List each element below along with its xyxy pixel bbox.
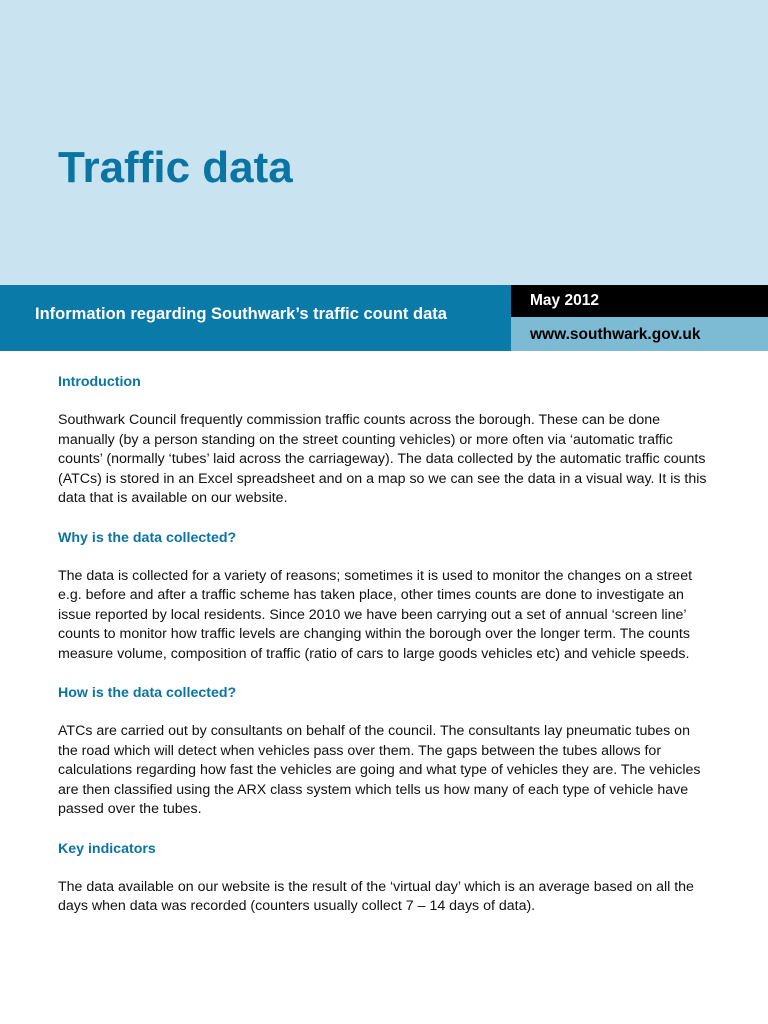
section-paragraph: Southwark Council frequently commission traffic counts across the borough. These can be done manually (by a person standing on the street counting vehicles) or more often via ‘automatic traffic counts’ (normally ‘tubes’ laid across the carriageway). The data collected by the automatic traffic counts (ATCs) is stored in an Excel spreadsheet and on a map so we can see the data in a visual way. It is this data that is available on our website. [58,412,707,506]
section-heading: Key indicators [58,840,156,857]
section-introduction [58,372,708,528]
section-why-collected [58,528,708,684]
section-paragraph: The data available on our website is the result of the ‘virtual day’ which is an average based on all the days when data was recorded (counters usually collect 7 – 14 days of data). [58,878,694,914]
section-paragraph: The data is collected for a variety of reasons; sometimes it is used to monitor the changes on a street e.g. before and after a traffic scheme has taken place, other times counts are done to investigate an issue reported by local residents. Since 2010 we have been carrying out a set of annual ‘screen line’ counts to monitor how traffic levels are changing within the borough over the longer term. The counts measure volume, composition of traffic (ratio of cars to large goods vehicles etc) and vehicle speeds. [58,567,693,662]
document-title: Traffic data [58,143,293,192]
section-heading: How is the data collected? [58,685,237,701]
document-body [58,372,708,917]
document-subtitle: Information regarding Southwark’s traffic count data [35,305,447,323]
section-heading: Introduction [58,374,141,390]
section-heading: Why is the data collected? [58,529,237,546]
website-url: www.southwark.gov.uk [530,326,701,343]
section-how-collected [58,683,708,839]
section-key-indicators [58,839,708,917]
section-paragraph: ATCs are carried out by consultants on behalf of the council. The consultants lay pneumatic tubes on the road which will detect when vehicles pass over them. The gaps between the tubes allows for calculations regarding how fast the vehicles are going and what type of vehicles they are. The vehicles are then classified using the ARX class system which tells us how many of each type of vehicle have passed over the tubes. [58,723,701,817]
publication-date: May 2012 [530,292,599,309]
